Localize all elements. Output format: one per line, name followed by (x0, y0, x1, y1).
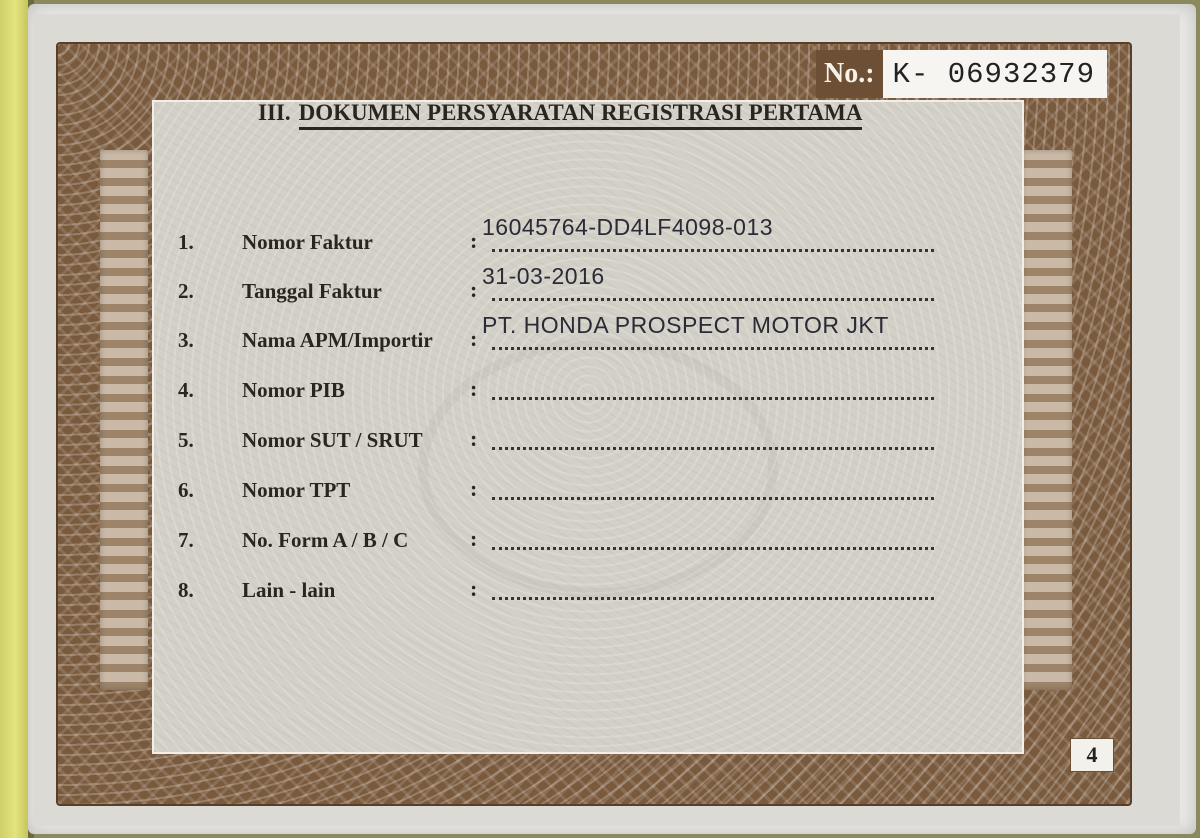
dotted-line (492, 597, 934, 600)
field-row-nomor-sut-srut (178, 416, 938, 456)
field-row-nomor-pib (178, 366, 938, 406)
dotted-line (492, 447, 934, 450)
field-label: Nomor TPT (242, 478, 351, 502)
page-number: 4 (1070, 738, 1114, 772)
field-colon: : (470, 476, 478, 501)
field-number: 1. (178, 230, 194, 254)
field-number: 6. (178, 478, 194, 502)
field-value: 16045764-DD4LF4098-013 (482, 214, 774, 240)
section-title (258, 100, 862, 126)
field-colon: : (470, 326, 478, 351)
dotted-line (492, 547, 934, 550)
dotted-line (492, 249, 934, 252)
field-number: 3. (178, 328, 194, 352)
field-row-nomor-tpt (178, 466, 938, 506)
dotted-line (492, 397, 934, 400)
field-value: 31-03-2016 (482, 263, 605, 289)
field-colon: : (470, 277, 478, 302)
field-row-tanggal-faktur (178, 263, 938, 307)
field-number: 8. (178, 578, 194, 602)
dotted-line (492, 497, 934, 500)
field-number: 5. (178, 428, 194, 452)
section-roman: III. (258, 100, 291, 125)
left-ornament-band (100, 150, 148, 690)
field-row-nama-apm (178, 312, 938, 356)
serial-value: K- 06932379 (883, 50, 1107, 98)
field-colon: : (470, 228, 478, 253)
field-label: Lain - lain (242, 578, 336, 602)
field-number: 7. (178, 528, 194, 552)
field-number: 4. (178, 378, 194, 402)
field-colon: : (470, 376, 478, 401)
field-row-nomor-faktur (178, 214, 938, 258)
serial-number (816, 50, 1107, 98)
dotted-line (492, 298, 934, 301)
dotted-line (492, 347, 934, 350)
serial-label: No.: (816, 50, 883, 98)
field-label: No. Form A / B / C (242, 528, 409, 552)
field-label: Nomor PIB (242, 378, 345, 402)
field-colon: : (470, 426, 478, 451)
right-ornament-band (1022, 150, 1072, 690)
field-label: Nomor SUT / SRUT (242, 428, 423, 452)
field-row-form-abc (178, 516, 938, 556)
field-label: Tanggal Faktur (242, 279, 382, 303)
field-colon: : (470, 526, 478, 551)
field-number: 2. (178, 279, 194, 303)
field-label: Nomor Faktur (242, 230, 373, 254)
field-label: Nama APM/Importir (242, 328, 433, 352)
field-value: PT. HONDA PROSPECT MOTOR JKT (482, 312, 889, 338)
field-row-lain-lain (178, 566, 938, 606)
section-title-text: DOKUMEN PERSYARATAN REGISTRASI PERTAMA (299, 100, 863, 130)
field-colon: : (470, 576, 478, 601)
